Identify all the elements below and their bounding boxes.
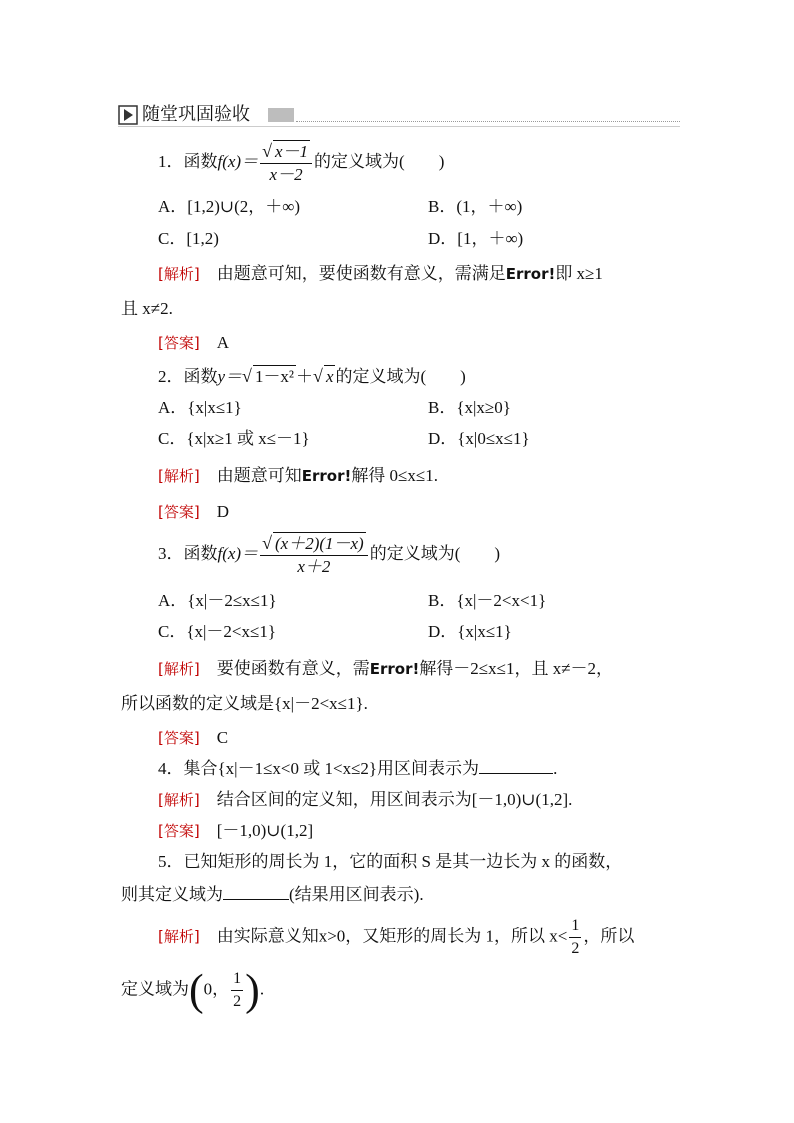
q4-analysis (158, 789, 572, 811)
q5-interval-start: 0， (203, 979, 230, 999)
q1-analysis-text: 由题意可知，要使函数有意义，需满足 (199, 264, 506, 283)
q1-option-a: A．[1,2)∪(2，＋∞) (158, 197, 301, 216)
q4-answer (158, 820, 313, 842)
q4-blank (479, 757, 553, 774)
q5-half-fraction (569, 915, 581, 960)
q5-analysis-text: 由实际意义知x>0，又矩形的周长为 1，所以 x< (199, 926, 568, 946)
error-marker: Error! (505, 265, 556, 283)
left-paren: ( (189, 965, 204, 1015)
q2-option-a: A．{x|x≤1} (158, 398, 242, 417)
q5-stem: 5．已知矩形的周长为 1，它的面积 S 是其一边长为 x 的函数， (158, 852, 623, 871)
q1-analysis-cont: 且 x≠2. (121, 299, 173, 318)
header-divider (296, 121, 680, 122)
analysis-tag: [解析] (158, 927, 200, 946)
q4-stem-text: 4．集合{x|－1≤x<0 或 1<x≤2}用区间表示为 (158, 759, 480, 778)
analysis-tag: [解析] (158, 467, 200, 485)
q2-option-b: B．{x|x≥0} (428, 398, 511, 417)
q1-option-b: B．(1，＋∞) (428, 197, 523, 216)
q3-denominator: x＋2 (297, 557, 331, 576)
right-paren: ) (245, 965, 260, 1015)
q3-option-b: B．{x|－2<x<1} (428, 591, 547, 610)
q4-analysis-text: 结合区间的定义知，用区间表示为[－1,0)∪(1,2]. (199, 790, 573, 809)
q1-denominator: x－2 (269, 165, 303, 184)
interval-denominator: 2 (233, 993, 242, 1010)
q5-analysis-cont (121, 965, 265, 1015)
q3-analysis-text-2: 解得－2≤x≤1，且 x≠－2， (419, 659, 614, 678)
q2-number: 2．函数 (158, 367, 218, 386)
q3-analysis (158, 658, 613, 680)
q2-analysis-text: 由题意可知 (199, 466, 302, 485)
q2-option-d: D．{x|0≤x≤1} (428, 429, 530, 448)
q1-number: 1．函数 (158, 151, 218, 171)
answer-tag: [答案] (158, 503, 200, 521)
q3-number: 3．函数 (158, 543, 218, 563)
q1-analysis (158, 263, 603, 285)
q5-interval-fraction (231, 968, 243, 1013)
analysis-tag: [解析] (158, 265, 200, 283)
analysis-tag: [解析] (158, 660, 200, 678)
header-underline (118, 126, 680, 127)
q2-analysis (158, 465, 438, 487)
q5-interval-end: . (259, 979, 265, 999)
q2-answer (158, 501, 229, 523)
answer-tag: [答案] (158, 822, 200, 840)
q3-option-a: A．{x|－2≤x≤1} (158, 591, 277, 610)
q2-function: y＝ (217, 367, 243, 386)
q3-tail: 的定义域为( ) (369, 543, 501, 563)
q5-stem-end: (结果用区间表示). (289, 885, 424, 904)
header-decoration (268, 108, 294, 122)
q2-answer-value: D (199, 502, 229, 521)
q2-stem: 2．函数y＝√ 1－x² ＋√ x 的定义域为( ) (158, 366, 466, 386)
q1-answer (158, 332, 229, 354)
q5-blank (223, 883, 289, 900)
q5-stem-text: 则其定义域为 (121, 885, 223, 904)
q3-option-d: D．{x|x≤1} (428, 622, 512, 641)
interval-numerator: 1 (231, 968, 243, 991)
q4-answer-value: [－1,0)∪(1,2] (199, 821, 314, 840)
q3-answer-value: C (199, 728, 229, 747)
q1-option-d: D．[1，＋∞) (428, 229, 524, 248)
q2-option-c: C．{x|x≥1 或 x≤－1} (158, 429, 310, 448)
q2-analysis-text-2: 解得 0≤x≤1. (351, 466, 438, 485)
error-marker: Error! (301, 467, 352, 485)
q1-stem (158, 140, 444, 186)
half-numerator: 1 (569, 915, 581, 938)
play-arrow-icon (118, 105, 138, 125)
q3-function: f(x)＝ (217, 543, 259, 563)
q1-function: f(x)＝ (217, 151, 259, 171)
q1-fraction: $\frac{√ x-1}{x-2}$ (260, 140, 312, 186)
q5-analysis (158, 915, 634, 960)
q4-stem (158, 757, 557, 780)
q4-stem-end: . (553, 759, 558, 778)
section-title: 随堂巩固验收 (142, 104, 250, 125)
q3-analysis-text: 要使函数有意义，需 (199, 659, 370, 678)
q3-numerator: (x＋2)(1－x) (274, 534, 364, 553)
q1-option-c: C．[1,2) (158, 229, 219, 248)
q5-stem-cont (121, 883, 424, 906)
error-marker: Error! (369, 660, 420, 678)
answer-tag: [答案] (158, 729, 200, 747)
q3-option-c: C．{x|－2<x≤1} (158, 622, 276, 641)
q3-fraction: $\frac{√ (x+2)(1-x)}{x+2}$ (260, 532, 368, 578)
section-header (118, 103, 680, 127)
q5-analysis-text-3: 定义域为 (121, 979, 189, 999)
q2-radicand-1: 1－x² (254, 367, 295, 386)
q2-plus: ＋ (296, 367, 314, 386)
q1-numerator: x－1 (274, 142, 309, 161)
q3-stem (158, 532, 500, 578)
q1-answer-value: A (199, 333, 229, 352)
analysis-tag: [解析] (158, 791, 200, 809)
q2-radicand-2: x (325, 367, 334, 386)
q1-analysis-text-2: 即 x≥1 (555, 264, 603, 283)
q3-answer (158, 727, 228, 749)
q1-tail: 的定义域为( ) (314, 151, 445, 171)
q5-analysis-text-2: ，所以 (583, 926, 635, 946)
answer-tag: [答案] (158, 334, 200, 352)
q2-tail: 的定义域为( ) (335, 367, 466, 386)
q3-analysis-cont: 所以函数的定义域是{x|－2<x≤1}. (121, 694, 368, 713)
half-denominator: 2 (571, 940, 580, 957)
